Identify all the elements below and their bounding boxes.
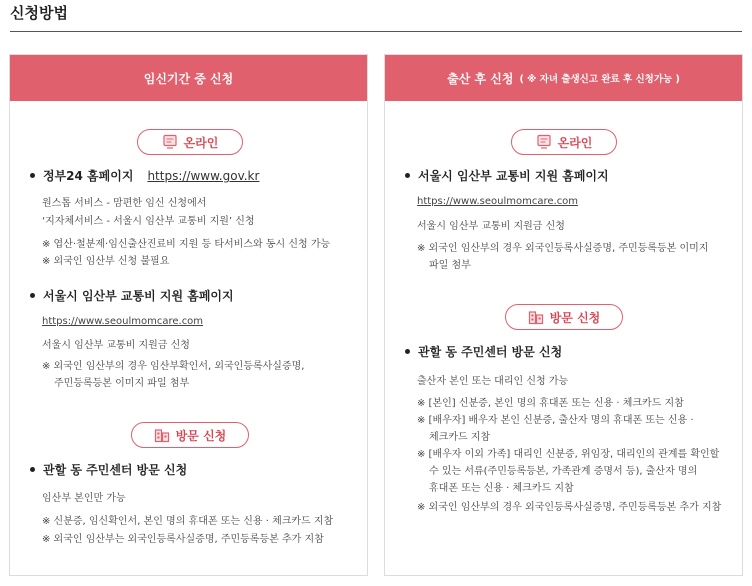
- document-monitor-icon: [162, 134, 178, 150]
- gov24-title-text: 정부24 홈페이지: [43, 169, 134, 183]
- visit-title-text: 관할 동 주민센터 방문 신청: [43, 463, 188, 477]
- visit-note: 체크카드 지참: [429, 432, 491, 443]
- panel-after-birth: [384, 54, 743, 576]
- visit-line: 출산자 본인 또는 대리인 신청 가능: [417, 376, 569, 387]
- page-title: 신청방법: [10, 4, 68, 22]
- online-badge: [137, 129, 243, 155]
- seoul-site-title: [30, 287, 234, 304]
- building-icon: [528, 309, 544, 325]
- seoul-site-note: 파일 첨부: [429, 260, 471, 271]
- seoul-site-title: [405, 167, 609, 184]
- panel-header-title: 임신기간 중 신청: [143, 71, 234, 86]
- visit-line: 임산부 본인만 가능: [42, 493, 126, 504]
- seoul-site-title-text: 서울시 임산부 교통비 지원 홈페이지: [43, 289, 234, 303]
- seoul-site-line: 서울시 임산부 교통비 지원금 신청: [42, 340, 190, 351]
- seoul-site-note: 주민등록등본 이미지 파일 첨부: [54, 378, 190, 389]
- visit-title: [30, 461, 187, 478]
- online-badge: [511, 129, 617, 155]
- bullet: [30, 293, 35, 298]
- bullet: [30, 173, 35, 178]
- visit-note: ※ 외국인 임산부의 경우 외국인등록사실증명, 주민등록등본 추가 지참: [417, 502, 722, 513]
- panel-header-note: ( ※ 자녀 출생신고 완료 후 신청가능 ): [519, 74, 680, 85]
- seoul-site-note: ※ 외국인 임산부의 경우 임산부확인서, 외국인등록사실증명,: [42, 361, 305, 372]
- seoul-site-line: 서울시 임산부 교통비 지원금 신청: [417, 221, 565, 232]
- bullet: [30, 467, 35, 472]
- bullet: [405, 349, 410, 354]
- visit-badge-label: 방문 신청: [549, 310, 601, 325]
- visit-note: 수 있는 서류(주민등록등본, 가족관계 증명서 등), 출산자 명의: [429, 466, 698, 477]
- seoulmomcare-link[interactable]: https://www.seoulmomcare.com: [42, 316, 204, 327]
- gov24-line: ‘지자체서비스 - 서울시 임산부 교통비 지원’ 신청: [42, 216, 255, 227]
- visit-badge: [505, 304, 623, 330]
- visit-badge: [131, 422, 249, 448]
- gov24-note: ※ 외국인 임산부 신청 불필요: [42, 256, 170, 267]
- online-badge-label: 온라인: [183, 135, 219, 150]
- gov24-line: 원스톱 서비스 - 맘편한 임신 신청에서: [42, 198, 207, 209]
- building-icon: [154, 427, 170, 443]
- gov24-link[interactable]: https://www.gov.kr: [147, 169, 260, 183]
- panel-header-title: 출산 후 신청: [447, 71, 514, 86]
- seoul-site-note: ※ 외국인 임산부의 경우 외국인등록사실증명, 주민등록등본 이미지: [417, 243, 709, 254]
- visit-note: ※ 신분증, 임신확인서, 본인 명의 휴대폰 또는 신용 · 체크카드 지참: [42, 516, 334, 527]
- visit-note: ※ [본인] 신분증, 본인 명의 휴대폰 또는 신용 · 체크카드 지참: [417, 398, 684, 409]
- panel-header: [385, 55, 742, 101]
- visit-title-text: 관할 동 주민센터 방문 신청: [418, 345, 563, 359]
- visit-badge-label: 방문 신청: [175, 428, 227, 443]
- panel-during-pregnancy: [9, 54, 368, 576]
- panel-header: [10, 55, 367, 101]
- visit-note: ※ [배우자] 배우자 본인 신분증, 출산자 명의 휴대폰 또는 신용 ·: [417, 415, 694, 426]
- seoul-site-title-text: 서울시 임산부 교통비 지원 홈페이지: [418, 169, 609, 183]
- visit-title: [405, 343, 562, 360]
- gov24-title: [30, 167, 259, 184]
- online-badge-label: 온라인: [557, 135, 593, 150]
- visit-note: ※ 외국인 임산부는 외국인등록사실증명, 주민등록등본 추가 지참: [42, 534, 324, 545]
- title-divider: [10, 31, 742, 32]
- seoulmomcare-link[interactable]: https://www.seoulmomcare.com: [417, 196, 579, 207]
- document-monitor-icon: [536, 134, 552, 150]
- visit-note: 휴대폰 또는 신용 · 체크카드 지참: [429, 483, 574, 494]
- bullet: [405, 173, 410, 178]
- gov24-note: ※ 엽산·철분제·임신출산진료비 지원 등 타서비스와 동시 신청 가능: [42, 239, 331, 250]
- visit-note: ※ [배우자 이외 가족] 대리인 신분증, 위임장, 대리인의 관계를 확인할: [417, 449, 720, 460]
